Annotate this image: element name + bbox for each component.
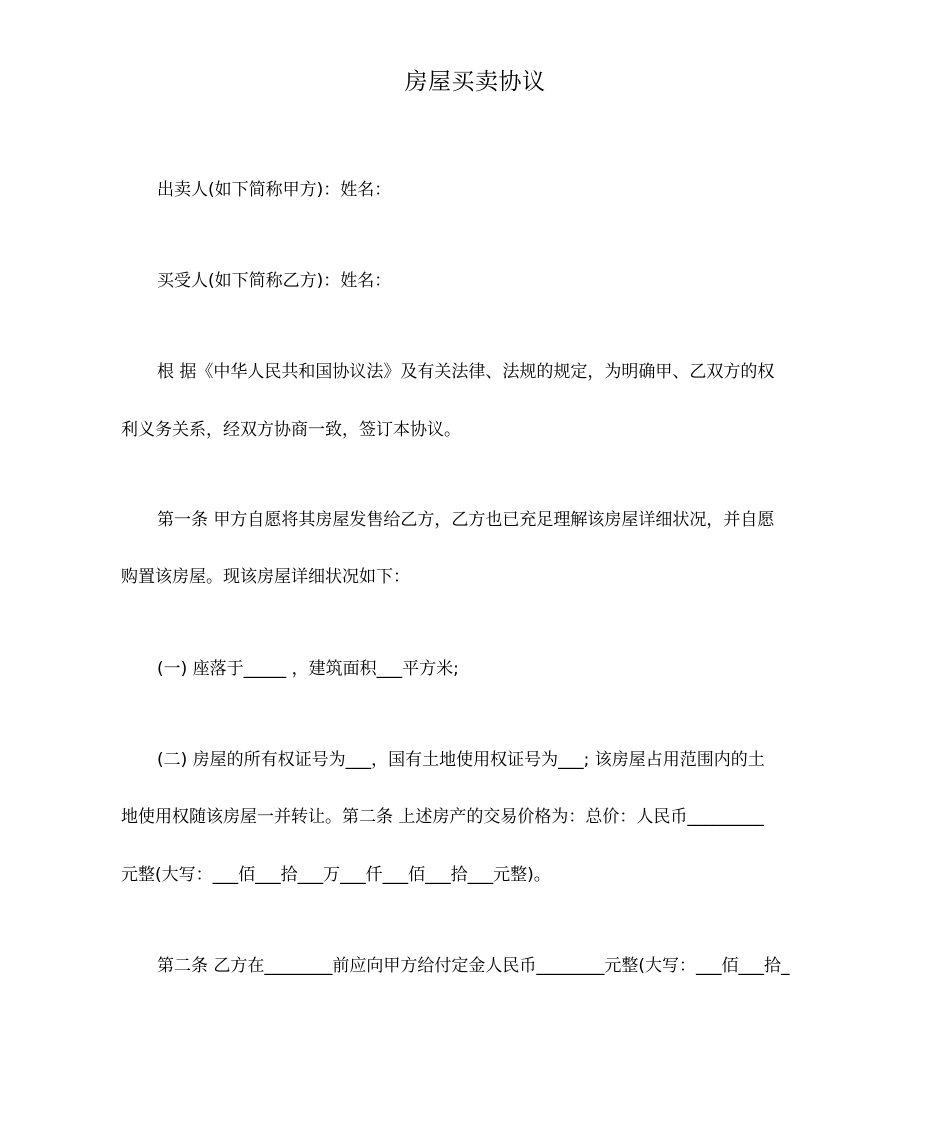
item-2-line-3: 元整(大写：___佰___拾___万___仟___佰___拾___元整)。 — [121, 865, 551, 885]
item-1-line: (一) 座落于_____ ，建筑面积___平方米; — [157, 659, 459, 679]
item-2-line-2: 地使用权随该房屋一并转让。第二条 上述房产的交易价格为：总价：人民币_________ — [121, 807, 764, 827]
document-title: 房屋买卖协议 — [404, 69, 546, 95]
article-1-line-2: 购置该房屋。现该房屋详细状况如下： — [121, 567, 410, 587]
buyer-line: 买受人(如下简称乙方)：姓名： — [157, 271, 392, 291]
seller-line: 出卖人(如下简称甲方)：姓名： — [157, 180, 392, 200]
preamble-line-2: 利义务关系，经双方协商一致，签订本协议。 — [121, 420, 461, 440]
preamble-line-1: 根 据《中华人民共和国协议法》及有关法律、法规的规定，为明确甲、乙双方的权 — [157, 362, 775, 382]
article-1-line-1: 第一条 甲方自愿将其房屋发售给乙方，乙方也已充足理解该房屋详细状况，并自愿 — [157, 510, 775, 530]
item-2-line-1: (二) 房屋的所有权证号为___，国有土地使用权证号为___; 该房屋占用范围内的土 — [157, 750, 765, 770]
article-2-line-1: 第二条 乙方在________前应向甲方给付定金人民币________元整(大写：___佰___拾_ — [157, 956, 790, 976]
